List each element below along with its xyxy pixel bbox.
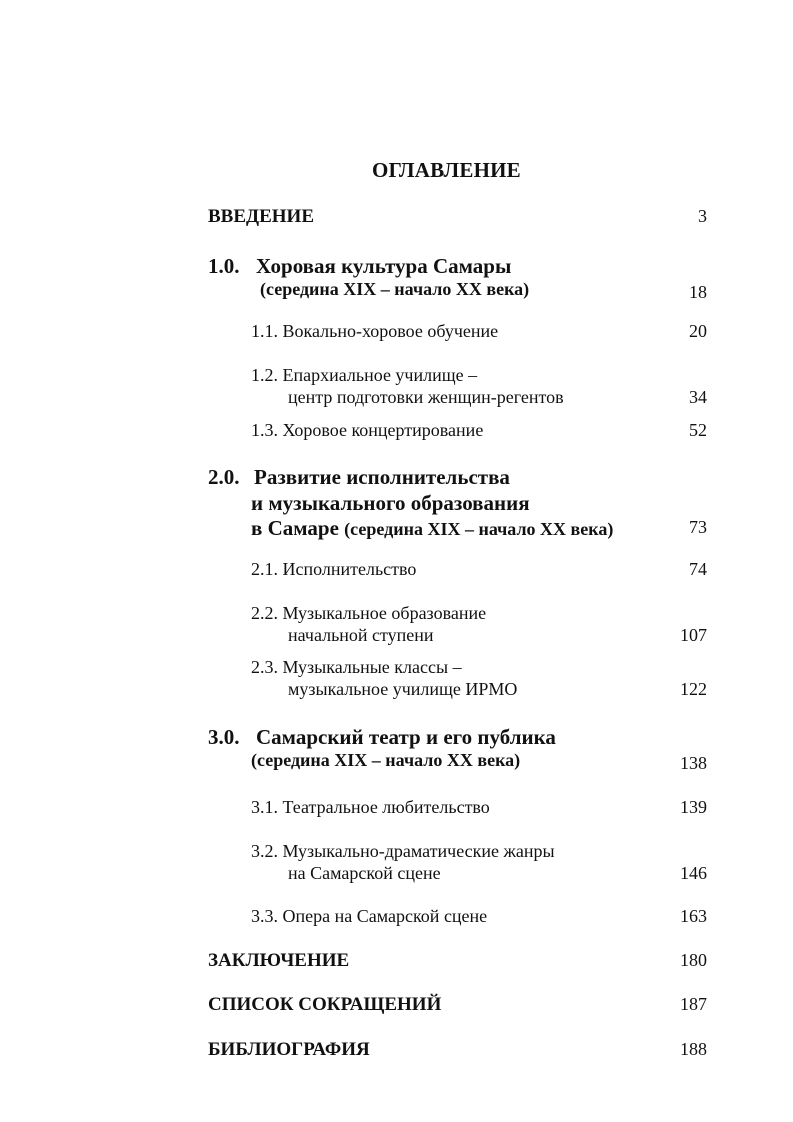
page-number: 18	[689, 282, 707, 302]
page-number: 52	[689, 420, 707, 440]
toc-entry-conclusion[interactable]: ЗАКЛЮЧЕНИЕ	[208, 950, 350, 971]
page-number: 187	[680, 994, 707, 1014]
chapter-subtitle: (середина XIX – начало XX века)	[260, 279, 530, 299]
toc-entry-chapter-2[interactable]: Развитие исполнительства	[254, 465, 510, 489]
toc-entry-chapter-3[interactable]: Самарский театр и его публика	[256, 725, 556, 749]
toc-entry-intro[interactable]: ВВЕДЕНИЕ	[208, 206, 314, 227]
toc-entry-section-1-2[interactable]: 1.2. Епархиальное училище –	[251, 365, 478, 385]
toc-entry-continuation: центр подготовки женщин-регентов	[288, 387, 564, 407]
toc-entry-section-1-1[interactable]: 1.1. Вокально-хоровое обучение	[251, 321, 499, 341]
page-number: 188	[680, 1039, 707, 1059]
chapter-number: 2.0.	[208, 465, 240, 489]
toc-entry-abbreviations[interactable]: СПИСОК СОКРАЩЕНИЙ	[208, 994, 442, 1015]
page-number: 138	[680, 753, 707, 773]
page-number: 34	[689, 387, 707, 407]
toc-entry-section-3-3[interactable]: 3.3. Опера на Самарской сцене	[251, 906, 488, 926]
page-number: 3	[698, 206, 707, 226]
chapter-subtitle: (середина XIX – начало XX века)	[344, 519, 614, 539]
toc-entry-section-3-1[interactable]: 3.1. Театральное любительство	[251, 797, 490, 817]
toc-entry-continuation: музыкальное училище ИРМО	[288, 679, 518, 699]
toc-entry-section-2-1[interactable]: 2.1. Исполнительство	[251, 559, 417, 579]
chapter-number: 3.0.	[208, 725, 240, 749]
toc-entry-section-2-2[interactable]: 2.2. Музыкальное образование	[251, 603, 487, 623]
page-title: ОГЛАВЛЕНИЕ	[372, 158, 521, 182]
toc-entry-bibliography[interactable]: БИБЛИОГРАФИЯ	[208, 1039, 370, 1060]
page-number: 107	[680, 625, 707, 645]
page-number: 74	[689, 559, 707, 579]
page-number: 180	[680, 950, 707, 970]
page-number: 73	[689, 517, 707, 537]
chapter-subtitle: (середина XIX – начало XX века)	[251, 750, 521, 770]
toc-entry-section-2-3[interactable]: 2.3. Музыкальные классы –	[251, 657, 462, 677]
toc-entry-continuation: начальной ступени	[288, 625, 434, 645]
page-number: 163	[680, 906, 707, 926]
chapter-number: 1.0.	[208, 254, 240, 278]
toc-entry-chapter-1[interactable]: Хоровая культура Самары	[256, 254, 512, 278]
page-number: 122	[680, 679, 707, 699]
toc-entry-section-3-2[interactable]: 3.2. Музыкально-драматические жанры	[251, 841, 555, 861]
chapter-title-line: и музыкального образования	[251, 491, 530, 515]
chapter-title-line	[251, 516, 613, 541]
page-number: 146	[680, 863, 707, 883]
toc-entry-continuation: на Самарской сцене	[288, 863, 441, 883]
page-number: 20	[689, 321, 707, 341]
chapter-title-part: в Самаре	[251, 516, 339, 540]
toc-entry-section-1-3[interactable]: 1.3. Хоровое концертирование	[251, 420, 484, 440]
page-number: 139	[680, 797, 707, 817]
